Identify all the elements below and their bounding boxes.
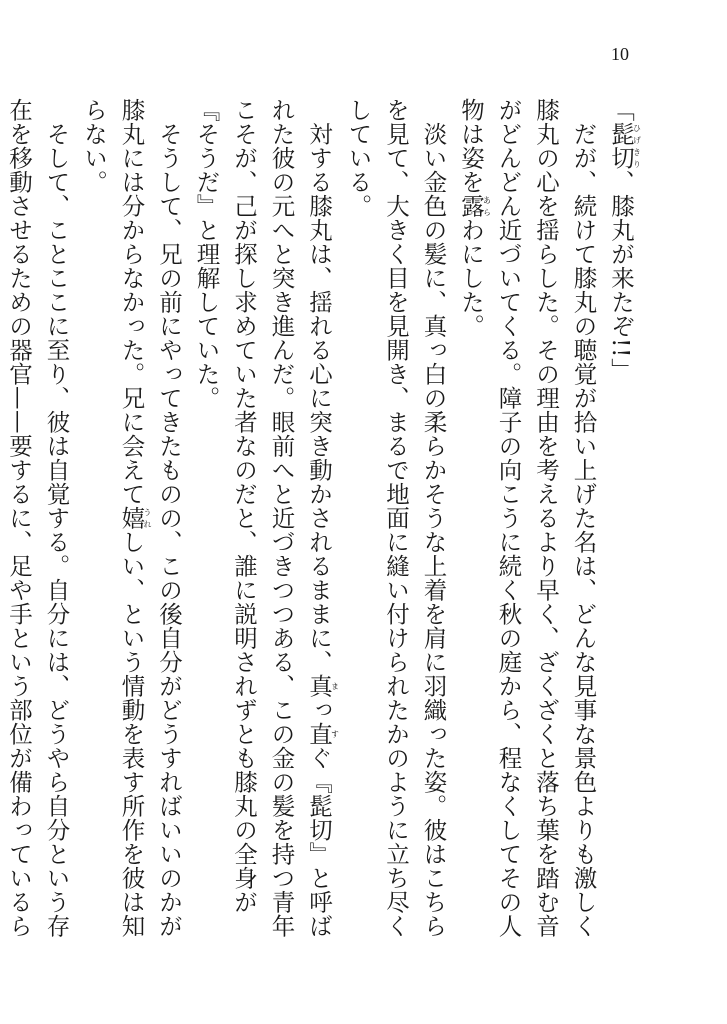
text-run: 淡い金色の髪に、真っ白の柔らかそうな上着を肩に羽織った姿。彼はこちらを見て、大きく目を見開き、まるで地面に縫い付けられたかのように立ち尽くしている。 [344,98,448,938]
ruby-annotation [607,122,642,170]
ruby-reading: うれ [143,506,152,530]
page-number: 10 [611,44,629,64]
text-run: そして、ことここに至り、彼は自覚する。自分には、どうやら自分という存在を移動させるための器官——要するに、足や手という部位が備わっているら [5,98,71,938]
ruby-reading: あら [482,194,492,218]
text-run: 対する膝丸は、揺れる心に突き動かされるままに、 [305,121,333,674]
ruby-annotation [117,506,152,530]
ruby-annotation [305,673,340,746]
paragraph [75,98,188,958]
text-run: だが、続けて膝丸の聴覚が拾い上げた名は、どんな見事な景色よりも激しく膝丸の心を揺らした。その理由を考えるより早く、ざくざくと落ち葉を踏む音がどんどん近づいてくる。障子の向こうに続く秋の庭から、程なくしてその人物は姿を [457,98,598,938]
ruby-base: 髭切 [607,122,635,170]
paragraph [0,98,75,958]
ruby-base: 真っ直 [305,673,333,746]
paragraph [602,98,642,958]
ruby-reading: ま す [330,673,340,746]
text-run: わにした。 [457,218,485,338]
ruby-reading: ひげきり [632,122,642,170]
text-run: しい、という情動を表す所作を彼は知らない。 [80,98,146,938]
vertical-body-text [0,98,641,958]
text-run: そうして、兄の前にやってきたものの、この後自分がどうすればいいのかが膝丸には分からなかった。兄に会えて [117,98,183,938]
text-run: ぐ『髭切』と呼ばれた彼の元へと突き進んだ。眼前へと近づきつつある、この金の髪を持つ青年こそが、己が探し求めていた者なのだと、誰に説明されずとも膝丸の全身が『そうだ』と理解していた。 [192,98,333,938]
ruby-annotation [457,194,492,218]
ruby-base: 嬉 [117,506,146,530]
text-run: 「 [607,98,635,122]
paragraph [452,98,602,958]
paragraph [339,98,452,958]
ruby-base: 露 [457,194,485,218]
text-run: 、膝丸が来たぞ!!」 [607,170,635,382]
paragraph [187,98,339,958]
